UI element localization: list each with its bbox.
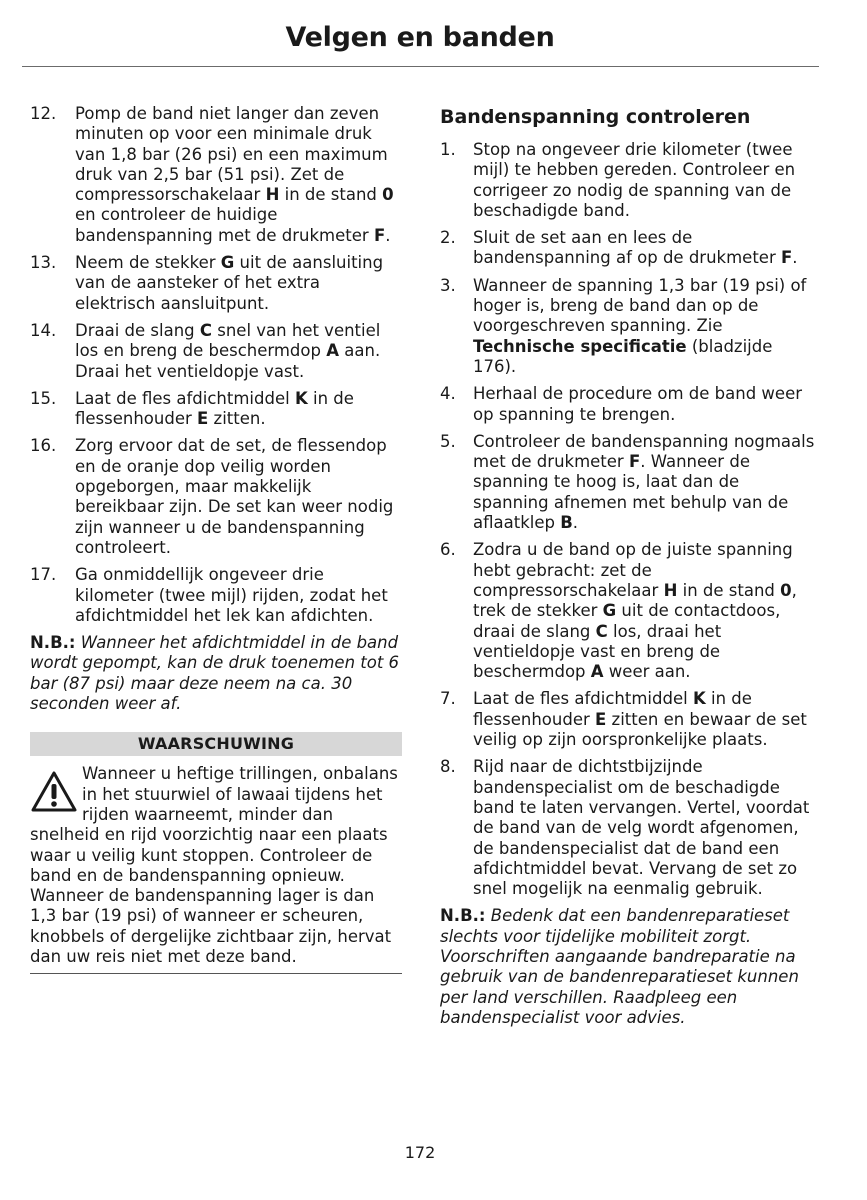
page-title: Velgen en banden (285, 22, 555, 53)
step-number: 1. (440, 140, 456, 159)
text-run: Zodra u de band op de juiste spanning hebt gebracht: zet de compressorschakelaar (473, 540, 793, 600)
list-item (30, 565, 402, 626)
step-text (473, 384, 820, 425)
text-run: los, draai het ventieldopje vast en breng de beschermdop (473, 621, 722, 682)
text-run: , trek de stekker (473, 580, 797, 621)
bold-reference: G (602, 601, 617, 621)
title-divider (22, 66, 819, 67)
section-heading: Bandenspanning controleren (440, 106, 751, 128)
page-number: 172 (404, 1143, 436, 1162)
text-run: in de flessenhouder (473, 689, 752, 729)
text-run: Ga onmiddellijk ongeveer drie kilometer (twee mijl) rijden, zodat het afdichtmiddel het lek kan afdichten. (75, 565, 388, 625)
bold-reference: F (373, 225, 386, 245)
step-number: 8. (440, 757, 456, 777)
step-text (75, 104, 402, 246)
note-label: N.B.: (440, 906, 486, 926)
step-number: 15. (30, 388, 57, 408)
step-text (75, 565, 402, 626)
text-run: weer aan. (603, 662, 691, 682)
list-item (440, 757, 820, 899)
text-run: (bladzijde 176). (473, 336, 773, 376)
list-item (440, 276, 820, 377)
left-column (30, 104, 402, 974)
text-run: Draai de slang (75, 320, 200, 340)
text-run: in de flessenhouder (75, 388, 354, 429)
text-run: Herhaal de procedure om de band weer op spanning te brengen. (473, 384, 803, 424)
note-text: Wanneer het afdichtmiddel in de band wordt gepompt, kan de druk toenemen tot 6 bar (87 psi) maar deze neem na ca. 30 seconden weer af. (30, 633, 400, 714)
step-text (473, 432, 820, 533)
step-text (473, 689, 820, 750)
step-number: 6. (440, 540, 456, 560)
warning-text: Wanneer u heftige trillingen, onbalans in het stuurwiel of lawaai tijdens het rijden waarneemt, minder dan snelheid en rijd voorzichtig naar een plaats waar u veilig kunt stoppen. Controleer de band en de bandenspanning opnieuw. Wanneer de bandenspanning lager is dan 1,3 bar (19 psi) of wanneer er scheuren, knobbels of dergelijke zichtbaar zijn, hervat dan uw reis niet met deze band. (30, 764, 398, 966)
text-run: Neem de stekker (75, 253, 221, 273)
bold-reference: H (663, 580, 678, 600)
step-text (75, 389, 402, 430)
step-number: 12. (30, 104, 57, 123)
note-text: Bedenk dat een bandenreparatieset slechts voor tijdelijke mobiliteit zorgt. Voorschriften aangaande bandreparatie na gebruik van de bandenreparatieset kunnen per land verschillen. Raadpleeg een bandenspecialist voor advies. (440, 906, 799, 1027)
text-run: Pomp de band niet langer dan zeven minuten op voor een minimale druk van 1,8 bar (26 psi) en een maximum druk van 2,5 bar (51 psi). Zet de compressorschakelaar (75, 104, 388, 205)
list-item (440, 540, 820, 682)
list-item (30, 253, 402, 314)
text-run: . (792, 248, 798, 268)
text-run: in de stand (279, 185, 383, 205)
step-number: 14. (30, 320, 57, 340)
step-text (75, 253, 402, 314)
step-text (473, 228, 820, 269)
warning-title: WAARSCHUWING (30, 732, 402, 756)
text-run: . Wanneer de spanning te hoog is, laat dan de spanning afnemen met behulp van de aflaatklep (473, 452, 789, 533)
step-text (473, 140, 820, 221)
bold-reference: K (692, 689, 706, 709)
text-run: Rijd naar de dichtstbijzijnde bandenspecialist om de beschadigde band te laten vervangen. Vertel, voordat de band van de velg wordt afgenomen, de bandenspecialist dat de band een afdichtmiddel bevat. Vervang de set zo snel mogelijk na eenmalig gebruik. (473, 757, 810, 899)
list-item (30, 321, 402, 382)
list-item (440, 228, 820, 269)
text-run: aan. Draai het ventieldopje vast. (75, 341, 381, 381)
bold-reference: H (265, 185, 280, 205)
right-step-list (440, 140, 820, 899)
bold-reference: F (780, 248, 793, 268)
step-number: 13. (30, 253, 57, 273)
step-text (75, 321, 402, 382)
bold-reference: A (326, 341, 340, 361)
text-run: . (572, 513, 579, 533)
list-item (440, 140, 820, 221)
left-note (30, 633, 402, 714)
bold-reference: 0 (780, 580, 792, 600)
note-label: N.B.: (30, 633, 76, 653)
text-run: en controleer de huidige bandenspanning met de drukmeter (75, 205, 374, 245)
right-note (440, 906, 820, 1028)
step-text (75, 436, 402, 558)
bold-reference: K (294, 388, 308, 408)
step-text (473, 757, 820, 899)
step-number: 5. (440, 431, 456, 451)
list-item (30, 436, 402, 558)
bold-reference: A (590, 662, 604, 682)
text-run: Laat de fles afdichtmiddel (75, 388, 295, 408)
step-text (473, 540, 820, 682)
text-run: zitten en bewaar de set veilig op zijn oorspronkelijke plaats. (473, 709, 807, 750)
text-run: Laat de fles afdichtmiddel (473, 689, 693, 709)
bold-reference: B (560, 513, 573, 533)
bold-reference: G (220, 253, 235, 273)
step-number: 7. (440, 689, 456, 709)
step-number: 16. (30, 436, 57, 456)
text-run: Zorg ervoor dat de set, de flessendop en de oranje dop veilig worden opgeborgen, maar makkelijk bereikbaar zijn. De set kan weer nodig zijn wanneer u de bandenspanning controleert. (75, 436, 394, 557)
text-run: snel van het ventiel los en breng de beschermdop (75, 320, 381, 361)
bold-reference: C (595, 621, 608, 641)
text-run: Wanneer de spanning 1,3 bar (19 psi) of hoger is, breng de band dan op de voorgeschreven spanning. Zie (473, 275, 807, 336)
text-run: . (385, 225, 391, 245)
bold-reference: 0 (382, 185, 394, 205)
bold-reference: E (197, 409, 209, 429)
left-step-list (30, 104, 402, 626)
list-item (30, 389, 402, 430)
text-run: zitten. (208, 409, 266, 429)
text-run: uit de contactdoos, draai de slang (473, 601, 781, 641)
bold-reference: F (628, 452, 641, 472)
bold-reference: C (199, 320, 212, 340)
step-number: 4. (440, 384, 456, 404)
warning-box (30, 764, 402, 974)
list-item (440, 689, 820, 750)
warning-triangle-icon (30, 770, 78, 814)
list-item (30, 104, 402, 246)
step-number: 2. (440, 228, 456, 248)
text-run: Stop na ongeveer drie kilometer (twee mijl) te hebben gereden. Controleer en corrigeer zo nodig de spanning van de beschadigde band. (473, 140, 796, 220)
list-item (440, 384, 820, 425)
bold-reference: Technische specificatie (473, 336, 687, 356)
step-number: 17. (30, 565, 57, 585)
bold-reference: E (595, 709, 607, 729)
list-item (440, 432, 820, 533)
text-run: in de stand (677, 580, 781, 600)
right-column (440, 104, 820, 1028)
text-run: Controleer de bandenspanning nogmaals met de drukmeter (473, 431, 815, 472)
text-run: uit de aansluiting van de aansteker of het extra elektrisch aansluitpunt. (75, 253, 384, 313)
step-text (473, 276, 820, 377)
text-run: Sluit de set aan en lees de bandenspanning af op de drukmeter (473, 228, 781, 268)
step-number: 3. (440, 275, 456, 295)
